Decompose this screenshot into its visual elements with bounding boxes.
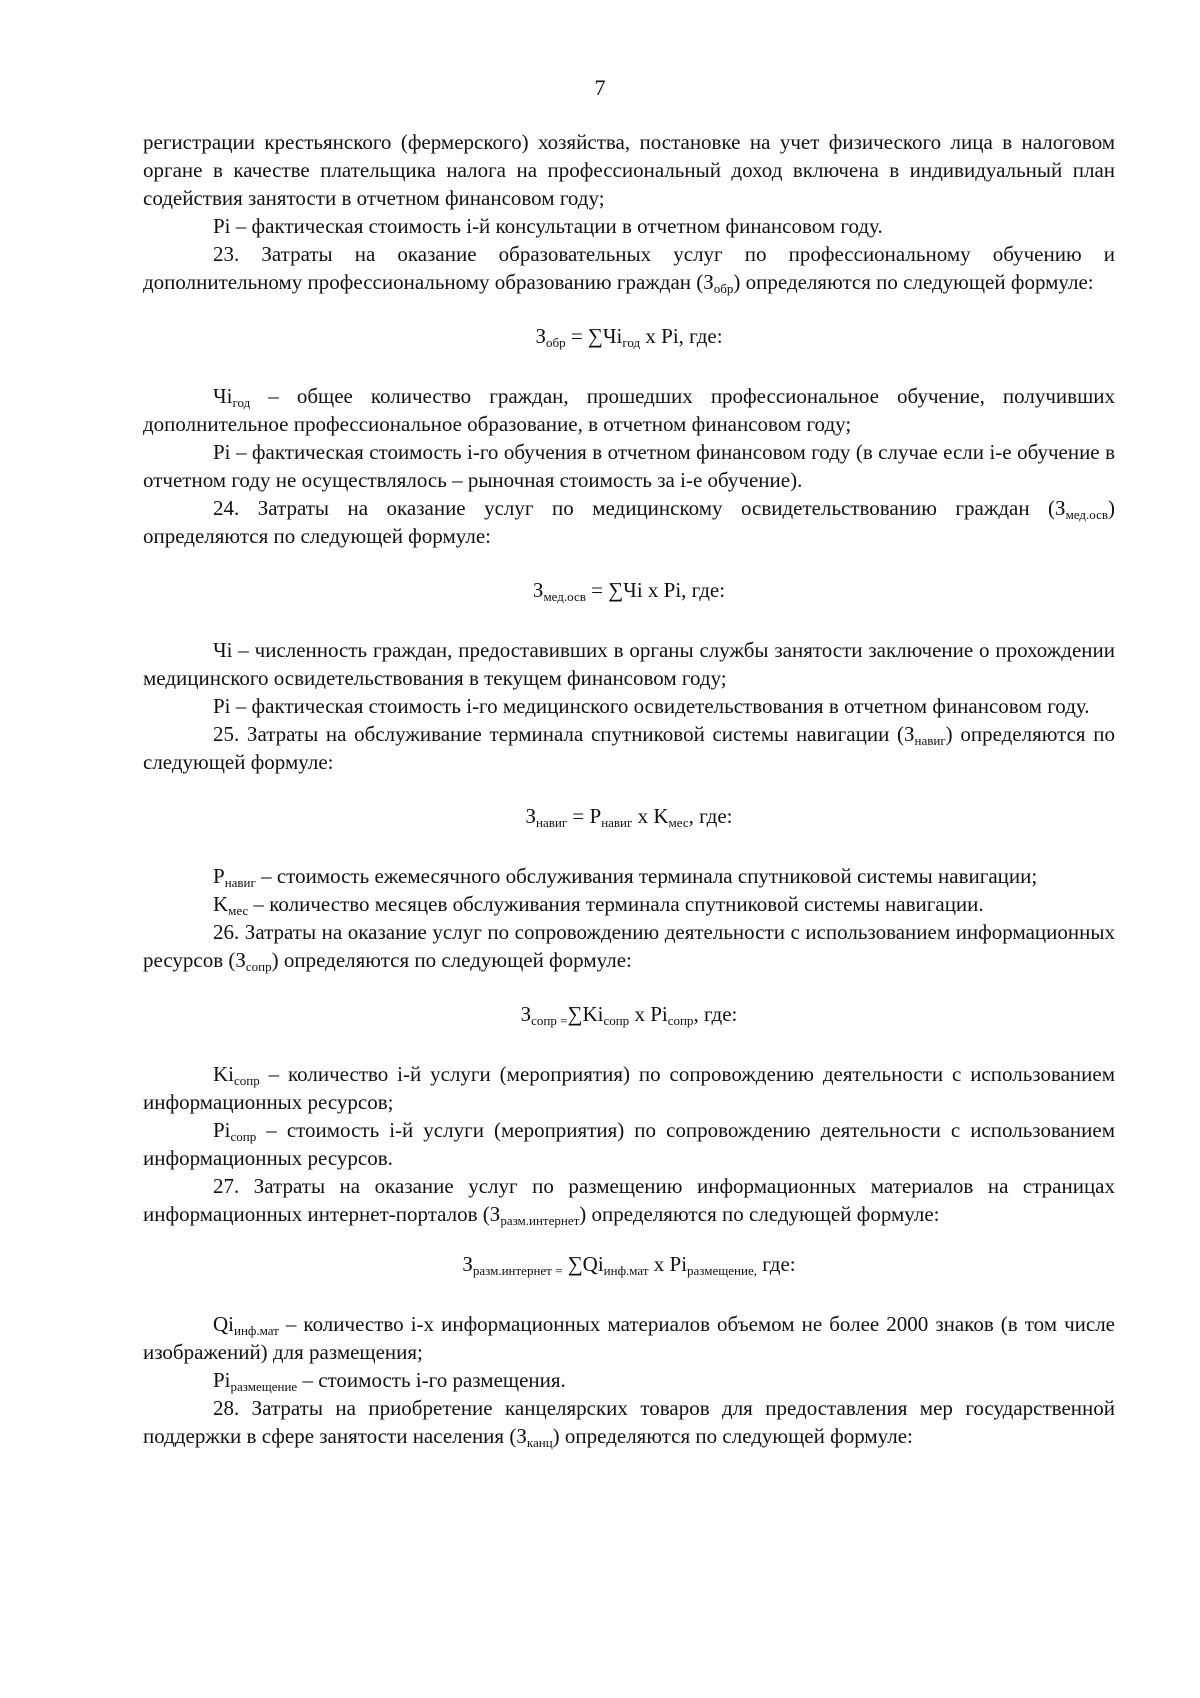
formula-23-part-b: = ∑Чi: [565, 324, 623, 348]
item-28-text-b: ) определяются по следующей формуле:: [552, 1424, 913, 1448]
definition-25-2: [143, 890, 1115, 918]
item-25-text-a: 25. Затраты на обслуживание терминала спутниковой системы навигации (З: [213, 722, 915, 746]
formula-23-part-c: x Pi, где:: [640, 324, 723, 348]
def-23-1-symbol: Чi: [213, 384, 233, 408]
definition-25-1: [143, 862, 1115, 890]
def-26-2-text: – стоимость i-й услуги (мероприятия) по сопровождению деятельности с использованием информационных ресурсов.: [143, 1118, 1115, 1170]
formula-23-part-a: З: [535, 324, 546, 348]
definition-23-1: [143, 382, 1115, 438]
def-27-1-text: – количество i-х информационных материалов объемом не более 2000 знаков (в том числе изображений) для размещения;: [143, 1312, 1115, 1364]
paragraph-item-28: [143, 1394, 1115, 1450]
def-27-2-symbol-sub: размещение: [230, 1379, 298, 1394]
item-24-text-b: ) определяются по следующей формуле:: [143, 496, 1115, 548]
formula-26-part-c: x Pi: [629, 1002, 668, 1026]
paragraph-pi-consultation: Pi – фактическая стоимость i-й консультации в отчетном финансовом году.: [213, 214, 883, 238]
def-27-1-symbol-sub: инф.мат: [234, 1323, 279, 1338]
formula-25-sub-a: навиг: [536, 815, 568, 830]
formula-item-24: [143, 576, 1115, 604]
formula-24-part-b: = ∑Чi x Pi, где:: [585, 578, 726, 602]
def-25-1-text: – стоимость ежемесячного обслуживания терминала спутниковой системы навигации;: [255, 864, 1038, 888]
item-28-text-a: 28. Затраты на приобретение канцелярских товаров для предоставления мер государственной поддержки в сфере занятости населения (З: [143, 1396, 1115, 1448]
paragraph-registration-continuation: регистрации крестьянского (фермерского) хозяйства, постановке на учет физического лица в налоговом органе в качестве плательщика налога на профессиональный доход включена в индивидуальный план содействия занятости в отчетном финансовом году;: [143, 130, 1115, 210]
def-25-2-text: – количество месяцев обслуживания терминала спутниковой системы навигации.: [248, 892, 984, 916]
formula-24-part-a: З: [532, 578, 544, 602]
definition-24-2: Pi – фактическая стоимость i-го медицинского освидетельствования в отчетном финансовом году.: [213, 694, 1090, 718]
paragraph-item-25: [143, 720, 1115, 776]
formula-27-sub-c: размещение,: [687, 1263, 757, 1278]
paragraph-item-24: [143, 494, 1115, 550]
formula-27-part-c: x Pi: [648, 1252, 688, 1276]
definition-26-1: [143, 1060, 1115, 1116]
formula-27-sub-a: разм.интернет =: [472, 1263, 563, 1278]
item-23-text-a: 23. Затраты на оказание образовательных услуг по профессиональному обучению и дополнительному профессиональному образованию граждан (З: [143, 242, 1115, 294]
def-25-2-symbol: K: [213, 892, 229, 916]
formula-26-part-d: , где:: [693, 1002, 738, 1026]
formula-item-25: [143, 802, 1115, 830]
item-26-text-a: 26. Затраты на оказание услуг по сопровождению деятельности с использованием информационных ресурсов (З: [143, 920, 1115, 972]
def-23-1-symbol-sub: год: [232, 395, 251, 410]
formula-27-part-d: где:: [756, 1252, 796, 1276]
item-24-text-a: 24. Затраты на оказание услуг по медицинскому освидетельствованию граждан (З: [213, 496, 1066, 520]
formula-23-sub-a: обр: [545, 335, 566, 350]
def-26-2-symbol-sub: сопр: [230, 1129, 257, 1144]
paragraph-item-26: [143, 918, 1115, 974]
def-27-2-symbol: Pi: [213, 1368, 231, 1392]
item-25-sub: навиг: [914, 733, 946, 748]
formula-25-sub-c: мес: [668, 815, 689, 830]
formula-26-part-b: ∑Ki: [567, 1002, 604, 1026]
def-26-2-symbol: Pi: [213, 1118, 231, 1142]
definition-27-2: [143, 1366, 1115, 1394]
def-25-1-symbol-sub: навиг: [224, 875, 256, 890]
item-24-sub: мед.осв: [1065, 507, 1108, 522]
formula-25-part-a: З: [525, 804, 536, 828]
formula-26-part-a: З: [520, 1002, 532, 1026]
formula-item-26: [143, 1000, 1115, 1028]
item-27-sub: разм.интернет: [500, 1213, 580, 1228]
def-25-1-symbol: P: [213, 864, 225, 888]
formula-26-sub-c: сопр: [667, 1013, 694, 1028]
item-26-text-b: ) определяются по следующей формуле:: [271, 948, 632, 972]
definition-24-1: Чi – численность граждан, предоставивших в органы службы занятости заключение о прохождении медицинского освидетельствования в текущем финансовом году;: [143, 638, 1115, 690]
item-27-text-a: 27. Затраты на оказание услуг по размещению информационных материалов на страницах информационных интернет-порталов (З: [143, 1174, 1115, 1226]
formula-26-sub-a: сопр =: [531, 1013, 568, 1028]
def-25-2-symbol-sub: мес: [228, 903, 249, 918]
item-26-sub: сопр: [245, 959, 272, 974]
definition-23-2: Pi – фактическая стоимость i-го обучения в отчетном финансовом году (в случае если i-е обучение в отчетном году не осуществлялось – рыночная стоимость за i-е обучение).: [143, 440, 1115, 492]
def-23-1-text: – общее количество граждан, прошедших профессиональное обучение, получивших дополнительное профессиональное образование, в отчетном финансовом году;: [143, 384, 1115, 436]
item-27-text-b: ) определяются по следующей формуле:: [579, 1202, 940, 1226]
item-28-sub: канц: [526, 1435, 553, 1450]
def-26-1-symbol-sub: сопр: [234, 1073, 260, 1088]
formula-27-part-a: З: [462, 1252, 473, 1276]
def-26-1-text: – количество i-й услуги (мероприятия) по сопровождению деятельности с использованием информационных ресурсов;: [143, 1062, 1115, 1114]
formula-25-sub-b: навиг: [601, 815, 633, 830]
def-27-1-symbol: Qi: [213, 1312, 234, 1336]
formula-25-part-c: x K: [632, 804, 669, 828]
paragraph-item-27: [143, 1172, 1115, 1228]
formula-item-23: [143, 322, 1115, 350]
formula-25-part-d: , где:: [688, 804, 733, 828]
item-23-sub: обр: [713, 281, 734, 296]
formula-24-sub-a: мед.осв: [543, 589, 586, 604]
formula-item-27: [143, 1250, 1115, 1278]
formula-27-sub-b: инф.мат: [603, 1263, 649, 1278]
definition-26-2: [143, 1116, 1115, 1172]
document-body: [143, 128, 1115, 1450]
paragraph-item-23: [143, 240, 1115, 296]
definition-27-1: [143, 1310, 1115, 1366]
formula-23-sub-b: год: [622, 335, 641, 350]
formula-25-part-b: = P: [567, 804, 602, 828]
def-26-1-symbol: Ki: [213, 1062, 234, 1086]
item-25-text-b: ) определяются по следующей формуле:: [143, 722, 1115, 774]
formula-26-sub-b: сопр: [603, 1013, 630, 1028]
page-number: 7: [594, 75, 606, 100]
item-23-text-b: ) определяются по следующей формуле:: [733, 270, 1094, 294]
def-27-2-text: – стоимость i-го размещения.: [297, 1368, 566, 1392]
formula-27-part-b: ∑Qi: [562, 1252, 604, 1276]
